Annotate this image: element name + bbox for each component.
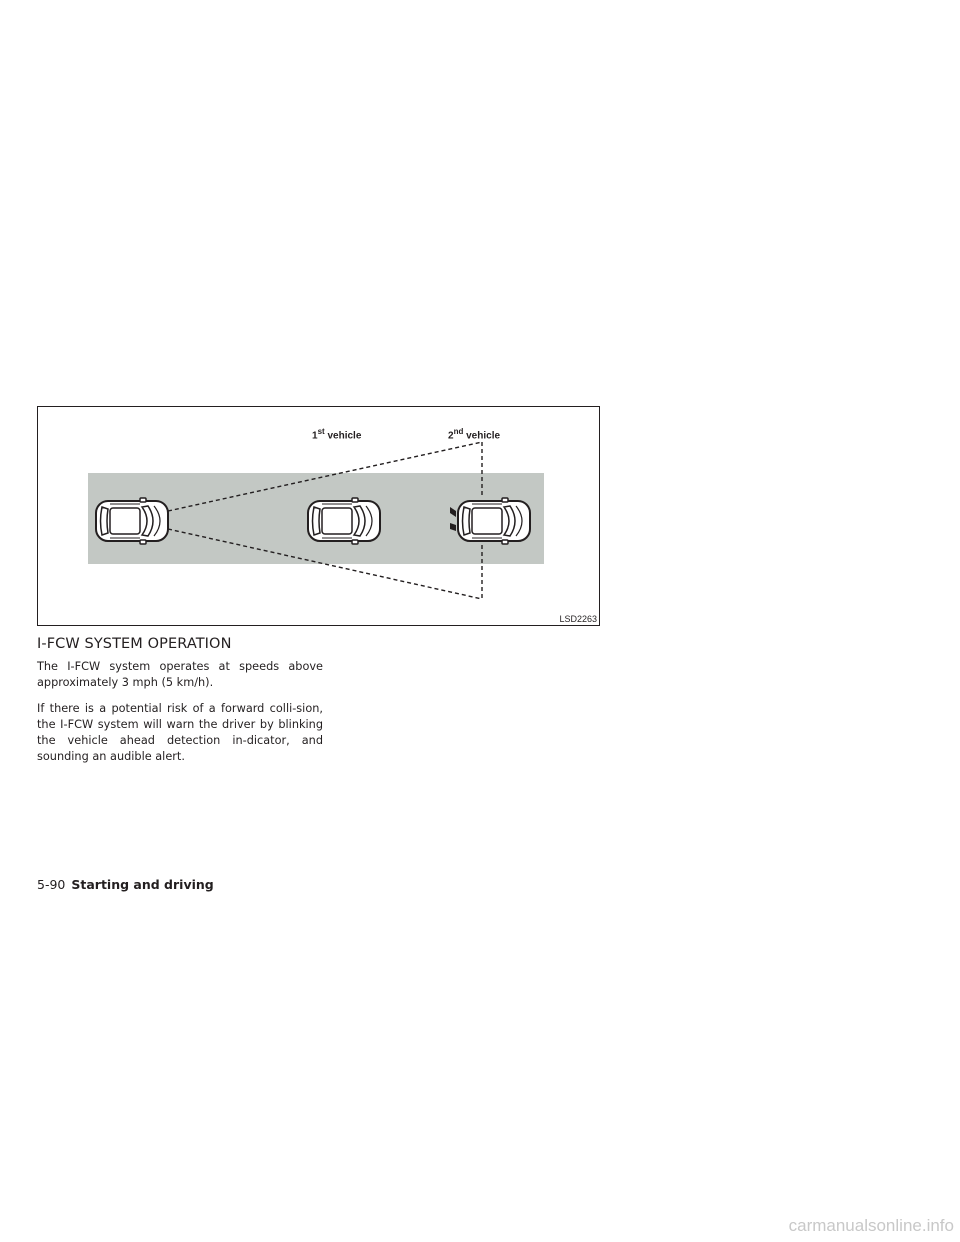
page-footer [37, 877, 214, 892]
illustration-figure [37, 406, 600, 626]
paragraph-1: The I-FCW system operates at speeds above approximately 3 mph (5 km/h). [37, 660, 323, 689]
watermark-text: carmanualsonline.info [788, 1216, 954, 1235]
second-vehicle-label: 2nd vehicle [448, 427, 501, 442]
first-vehicle-label: 1st vehicle [312, 427, 362, 442]
second-vehicle [458, 498, 530, 544]
own-vehicle [96, 498, 168, 544]
first-vehicle [308, 498, 380, 544]
paragraph-2: If there is a potential risk of a forward colli-sion, the I-FCW system will warn the driver by blinking the vehicle ahead detection in-dicator, and sounding an audible alert. [37, 702, 323, 763]
section-heading: I-FCW SYSTEM OPERATION [37, 636, 232, 652]
page-number: 5-90 [37, 877, 66, 892]
footer-section-title: Starting and driving [71, 877, 214, 892]
figure-code: LSD2263 [559, 614, 597, 624]
